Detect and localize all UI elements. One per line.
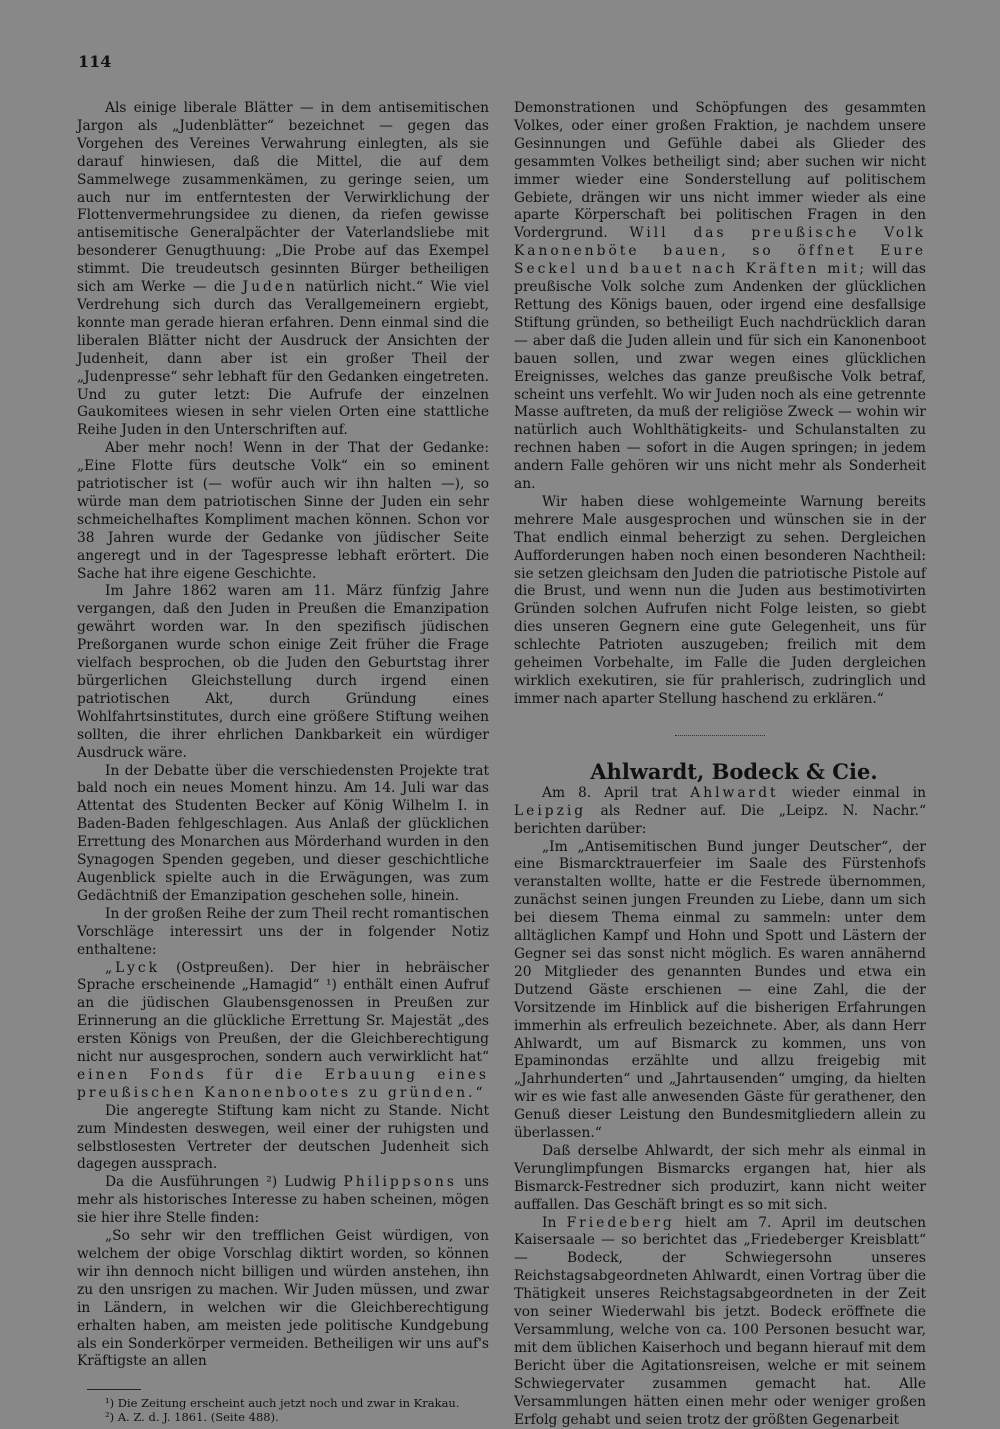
paragraph: Am 8. April trat Ahlwardt wieder einmal in Leipzig als Redner auf. Die „Leipz. N. Nachr.“ berichten darüber: xyxy=(514,784,927,837)
paragraph: Wir haben diese wohlgemeinte Warnung bereits mehrere Male ausgesprochen und wünschen sie in der That endlich einmal beherzigt zu sehen. Dergleichen Aufforderungen haben noch einen besonderen Nachtheil: sie setzen gleichsam den Juden die patriotische Pistole auf die Brust, und wenn nun die Juden aus bestimotivirten Gründen solchen Aufrufen nicht Folge leisten, so giebt dies unseren Gegnern eine gute Gelegenheit, uns für schlechte Patrioten auszugeben; freilich mit dem geheimen Vorbehalte, im Falle die Juden dergleichen wirklich exekutiren, sie für prahlerisch, zudringlich und immer nach aparter Stellung haschend zu erklären.“ xyxy=(514,493,926,707)
paragraph: Die angeregte Stiftung kam nicht zu Stande. Nicht zum Mindesten deswegen, weil einer der ruhigsten und selbstlosesten Vertreter der deutschen Judenheit sich dagegen aussprach. xyxy=(77,1102,489,1173)
paragraph: „So sehr wir den trefflichen Geist würdigen, von welchem der obige Vorschlag diktirt worden, so können wir ihn dennoch nicht billigen und würden anstehen, ihn zu den unsrigen zu machen. Wir Juden müssen, und zwar in Ländern, in welchen wir die Gleichberechtigung erhalten haben, am meisten jede politische Kundgebung als ein Sonderkörper vermeiden. Betheiligen wir uns auf's Kräftigste an allen xyxy=(77,1228,489,1370)
paragraph: In der Debatte über die verschiedensten Projekte trat bald noch ein neues Moment hinzu. Am 14. Juli war das Attentat des Studenten Becker auf König Wilhelm I. in Baden-Baden fehlgeschlagen. Aus Anlaß der glücklichen Errettung des Monarchen aus Mörderhand wurden in den Synagogen Spenden gegeben, und dieser geschichtliche Augenblick spielte auch in die Erwägungen, was zum Gedächtniß der Emanzipation geschehen solle, hinein. xyxy=(77,762,489,904)
paragraph: Demonstrationen und Schöpfungen des gesammten Volkes, oder einer großen Fraktion, je nachdem unsere Gesinnungen und Gefühle dabei als Glieder des gesammten Volkes betheiligt sind; aber suchen wir nicht immer wieder eine Sonderstellung auf politischem Gebiete, drängen wir uns nicht immer wieder als eine aparte Körperschaft bei politischen Fragen in den Vordergrund. Will das preußische Volk Kanonenböte bauen, so öffnet Eure Seckel und bauet nach Kräften mit; will das preußische Volk solche zum Andenken der glücklichen Rettung des Königs bauen, oder irgend eine desfallsige Stiftung gründen, so betheiligt Euch nachdrücklich daran — aber daß die Juden allein und für sich ein Kanonenboot bauen sollen, und zwar wegen eines glücklichen Ereignisses, welches das ganze preußische Volk betraf, scheint uns verfehlt. Wo wir Juden noch als eine getrennte Masse auftreten, da muß der religiöse Zweck — wohin wir natürlich auch Wohlthätigkeits- und Schulanstalten zu rechnen haben — sofort in die Augen springen; in jedem andern Falle gehören wir uns nicht mehr als Sonderheit an. xyxy=(514,100,927,493)
paragraph: Daß derselbe Ahlwardt, der sich mehr als einmal in Verunglimpfungen Bismarcks ergangen hat, hier als Bismarck-Festredner sich produzirt, kann nicht weiter auffallen. Das Geschäft bringt es so mit sich. xyxy=(514,1142,926,1213)
paragraph: In Friedeberg hielt am 7. April im deutschen Kaisersaale — so berichtet das „Friedeberger Kreisblatt“ — Bodeck, der Schwiegersohn unseres Reichstagsabgeordneten Ahlwardt, einen Vortrag über die Thätigkeit unseres Reichstagsabgeordneten in der Zeit von seiner Wiederwahl bis jetzt. Bodeck eröffnete die Versammlung, welche von ca. 100 Personen besucht war, mit dem üblichen Kaiserhoch und begann hierauf mit dem Bericht über die Agitationsreisen, welche er mit seinem Schwiegervater zusammen gemacht hat. Alle Versammlungen hätten einen mehr oder weniger großen Erfolg gehabt und seien trotz der größten Gegenarbeit xyxy=(514,1214,927,1428)
right-column xyxy=(514,100,926,1429)
paragraph: In der großen Reihe der zum Theil recht romantischen Vorschläge interessirt uns der in folgender Notiz enthaltene: xyxy=(77,905,489,958)
footnote-rule xyxy=(87,1389,141,1390)
paragraph: Im Jahre 1862 waren am 11. März fünfzig Jahre vergangen, daß den Juden in Preußen die Emanzipation gewährt worden war. In den spezifisch jüdischen Preßorganen wurde schon einige Zeit früher die Frage vielfach besprochen, ob die Juden den Geburtstag ihrer bürgerlichen Gleichstellung durch irgend einen patriotischen Akt, durch Gründung eines Wohlfahrtsinstitutes, durch eine größere Stiftung weihen sollten, die ihrer ehrlichen Dankbarkeit ein würdiger Ausdruck wäre. xyxy=(77,583,489,761)
section-heading: Ahlwardt, Bodeck & Cie. xyxy=(590,758,878,784)
footnote: ¹) Die Zeitung erscheint auch jetzt noch und zwar in Krakau. xyxy=(105,1396,460,1411)
left-column xyxy=(77,100,489,1424)
paragraph: „Im „Antisemitischen Bund junger Deutscher“, der eine Bismarcktrauerfeier im Saale des Fürstenhofs veranstalten wollte, hatte er die Festrede übernommen, zunächst seinen jungen Freunden zu Liebe, dann um sich bei diesem Thema einmal zu sammeln: unter dem alltäglichen Kampf und Hohn und Spott und Lästern der Gegner sei das sonst nicht möglich. Es waren annähernd 20 Mitglieder des genannten Bundes und etwa ein Dutzend Gäste erschienen — eine Zahl, die der Vorsitzende im Hinblick auf die bisherigen Erfahrungen immerhin als erfreulich bezeichnete. Aber, als dann Herr Ahlwardt, um auf Bismarck zu kommen, uns von Epaminondas erzählte und allzu freigebig mit „Jahrhunderten“ und „Jahrtausenden“ umging, da hielten wir es wie fast alle anwesenden Gäste für gerathener, den Genuß dieser Leistung den Bundesmitgliedern allein zu überlassen.“ xyxy=(514,838,926,1142)
paragraph: „Lyck (Ostpreußen). Der hier in hebräischer Sprache erscheinende „Hamagid“ ¹) enthält einen Aufruf an die jüdischen Glaubensgenossen in Preußen zur Erinnerung an die glückliche Errettung Sr. Majestät „des ersten Königs von Preußen, der die Gleichberechtigung nicht nur ausgesprochen, sondern auch verwirklicht hat“ einen Fonds für die Erbauung eines preußischen Kanonenbootes zu gründen.“ xyxy=(77,959,489,1101)
section-separator xyxy=(675,735,765,737)
paragraph: Als einige liberale Blätter — in dem antisemitischen Jargon als „Judenblätter“ bezeichnet — gegen das Vorgehen des Vereines Verwahrung einlegten, als sie darauf hinwiesen, daß die Mittel, die auf dem Sammelwege zusammenkämen, zu geringe seien, um auch nur im entferntesten der Verwirklichung der Flottenvermehrungsidee zu dienen, da riefen gewisse antisemitische Generalpächter der Vaterlandsliebe mit besonderer Genugthuung: „Die Probe auf das Exempel stimmt. Die treudeutsch gesinnten Bürger betheiligen sich am Werke — die Juden natürlich nicht.“ Wie viel Verdrehung sich durch das Verallgemeinern ergiebt, konnte man gerade hieran erfahren. Denn einmal sind die liberalen Blätter nicht der Ausdruck der Ansichten der Judenheit, dann aber ist ein großer Theil der „Judenpresse“ sehr lebhaft für den Gedanken eingetreten. Und zu guter letzt: Die Aufrufe der einzelnen Gaukomitees wiesen in sehr vielen Orten eine stattliche Reihe Juden in den Unterschriften auf. xyxy=(77,100,489,439)
footnote: ²) A. Z. d. J. 1861. (Seite 488). xyxy=(105,1410,279,1425)
page-number: 114 xyxy=(78,52,112,71)
paragraph: Da die Ausführungen ²) Ludwig Philippsons uns mehr als historisches Interesse zu haben scheinen, mögen sie hier ihre Stelle finden: xyxy=(77,1174,489,1227)
paragraph: Aber mehr noch! Wenn in der That der Gedanke: „Eine Flotte fürs deutsche Volk“ ein so eminent patriotischer ist (— wofür auch wir ihn halten —), so würde man dem patriotischen Sinne der Juden ein sehr schmeichelhaftes Kompliment machen können. Schon vor 38 Jahren wurde der Gedanke von jüdischer Seite angeregt und in der Tagespresse lebhaft erörtert. Die Sache hat ihre eigene Geschichte. xyxy=(77,440,489,582)
